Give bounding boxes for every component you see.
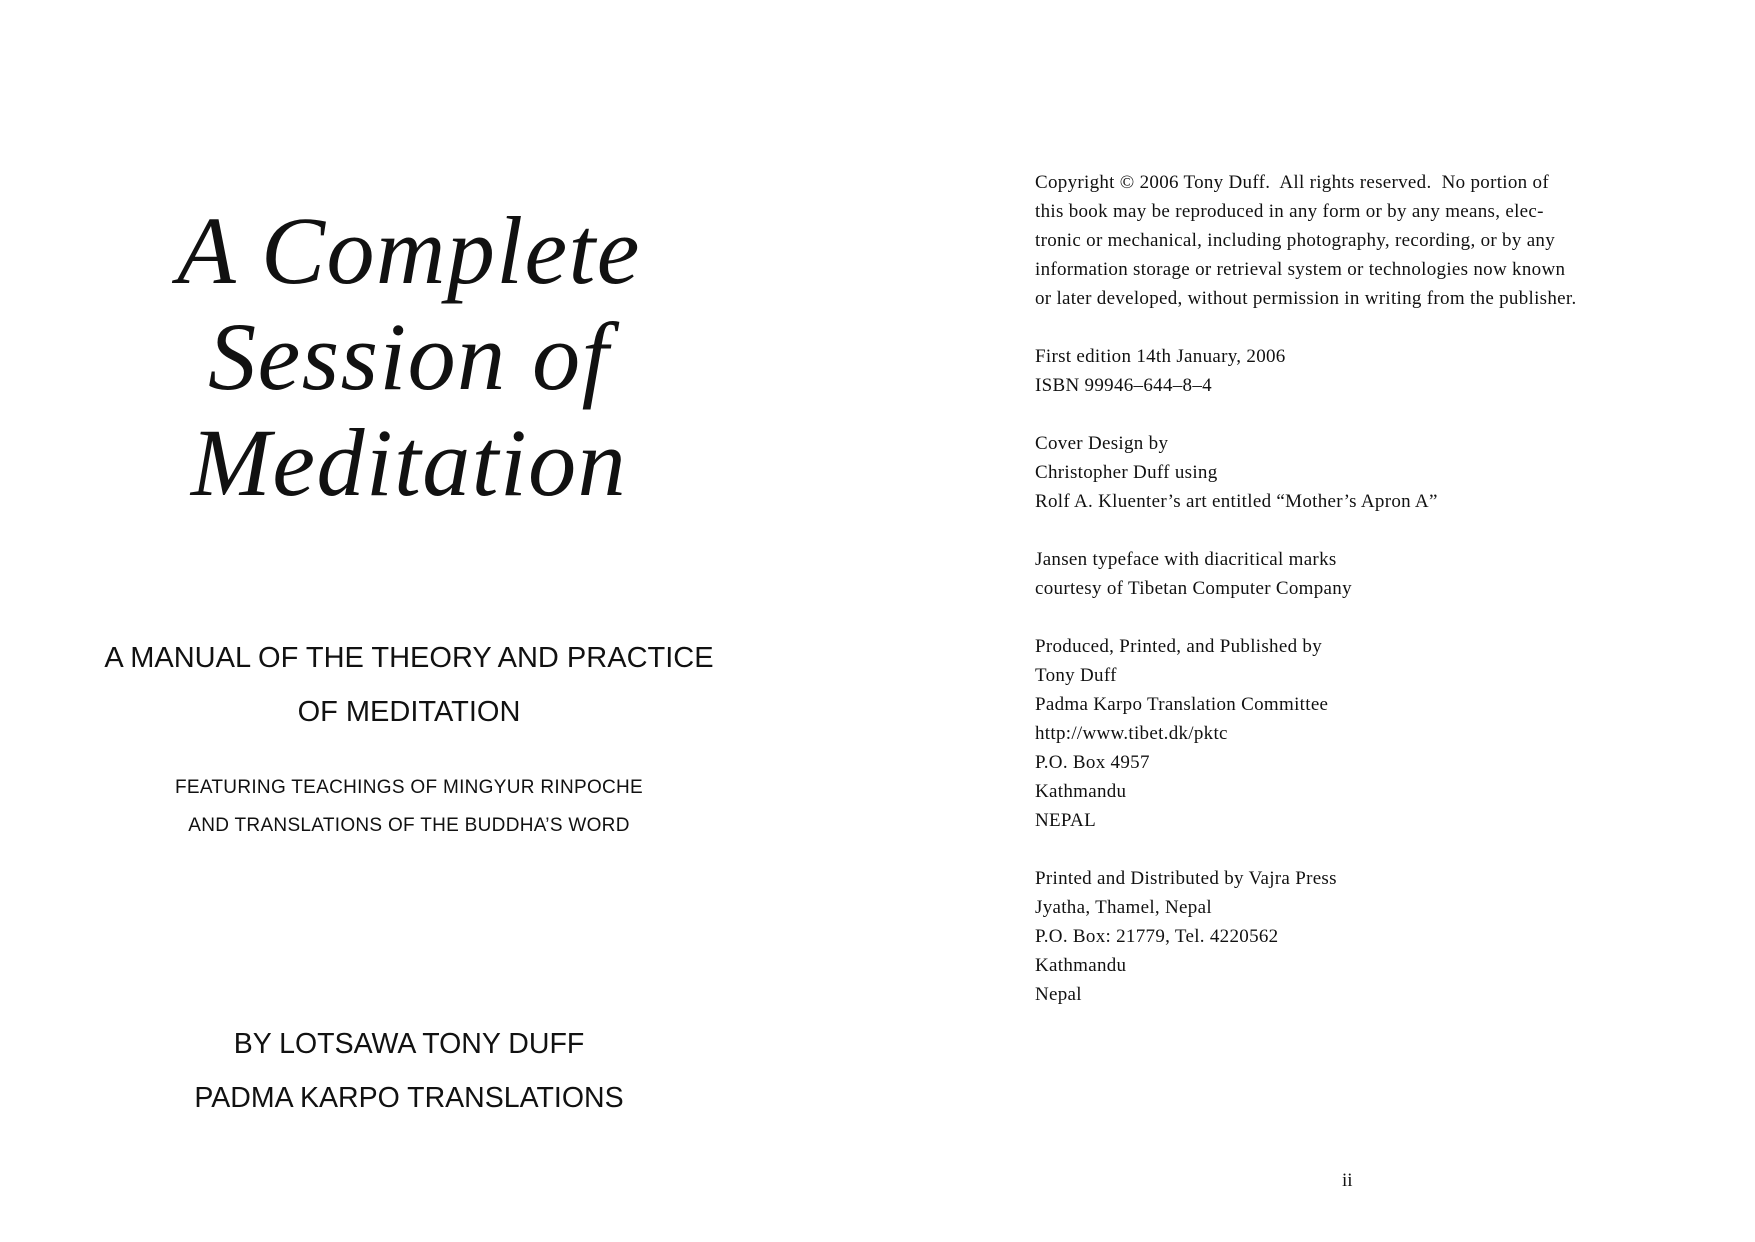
book-title [0,198,818,516]
publisher-line: Produced, Printed, and Published by [1035,636,1323,657]
publisher-info [1035,632,1695,835]
printer-info [1035,864,1695,1009]
subtitle-line: A MANUAL OF THE THEORY AND PRACTICE [104,642,714,674]
publisher-line: Kathmandu [1035,781,1127,802]
page-number: ii [1342,1170,1353,1191]
book-title-line: Session of [208,303,610,410]
typeface-line: courtesy of Tibetan Computer Company [1035,578,1352,599]
book-subtitle [0,631,818,739]
publisher-line: NEPAL [1035,810,1096,831]
cover-credit-line: Christopher Duff using [1035,462,1218,483]
copyright-page [877,0,1755,1242]
author-line: BY LOTSAWA TONY DUFF [233,1028,585,1060]
publisher-line: Padma Karpo Translation Committee [1035,694,1329,715]
author-credit [0,1017,818,1125]
title-page [0,0,877,1242]
printer-line: Printed and Distributed by Vajra Press [1035,868,1337,889]
typeface-line: Jansen typeface with diacritical marks [1035,549,1337,570]
featuring-line: AND TRANSLATIONS OF THE BUDDHA’S WORD [188,815,630,836]
copyright-line: information storage or retrieval system or technologies now known [1035,259,1566,280]
cover-credit-line: Cover Design by [1035,433,1169,454]
cover-credit [1035,429,1695,516]
copyright-notice [1035,168,1695,313]
featuring-line: FEATURING TEACHINGS OF MINGYUR RINPOCHE [174,777,644,798]
book-title-line: A Complete [177,197,641,304]
cover-credit-line: Rolf A. Kluenter’s art entitled “Mother’s Apron A” [1035,491,1438,512]
printer-line: Kathmandu [1035,955,1127,976]
publisher-line: P.O. Box 4957 [1035,752,1150,773]
featuring-note [0,769,818,845]
typeface-credit [1035,545,1695,603]
imprint-text [1035,168,1695,1038]
copyright-line: this book may be reproduced in any form or by any means, elec- [1035,201,1544,222]
printer-line: Nepal [1035,984,1082,1005]
publisher-url: http://www.tibet.dk/pktc [1035,723,1228,744]
copyright-line: Copyright © 2006 Tony Duff. All rights reserved. No portion of [1035,172,1549,193]
publisher-line: Tony Duff [1035,665,1117,686]
book-title-line: Meditation [190,409,628,516]
subtitle-line: OF MEDITATION [297,696,521,728]
printer-line: Jyatha, Thamel, Nepal [1035,897,1212,918]
publisher-imprint-line: PADMA KARPO TRANSLATIONS [194,1082,624,1114]
isbn-line: ISBN 99946–644–8–4 [1035,375,1212,396]
printer-line: P.O. Box: 21779, Tel. 4220562 [1035,926,1279,947]
edition-info [1035,342,1695,400]
copyright-line: tronic or mechanical, including photography, recording, or by any [1035,230,1556,251]
edition-line: First edition 14th January, 2006 [1035,346,1286,367]
copyright-line: or later developed, without permission in writing from the publisher. [1035,288,1577,309]
